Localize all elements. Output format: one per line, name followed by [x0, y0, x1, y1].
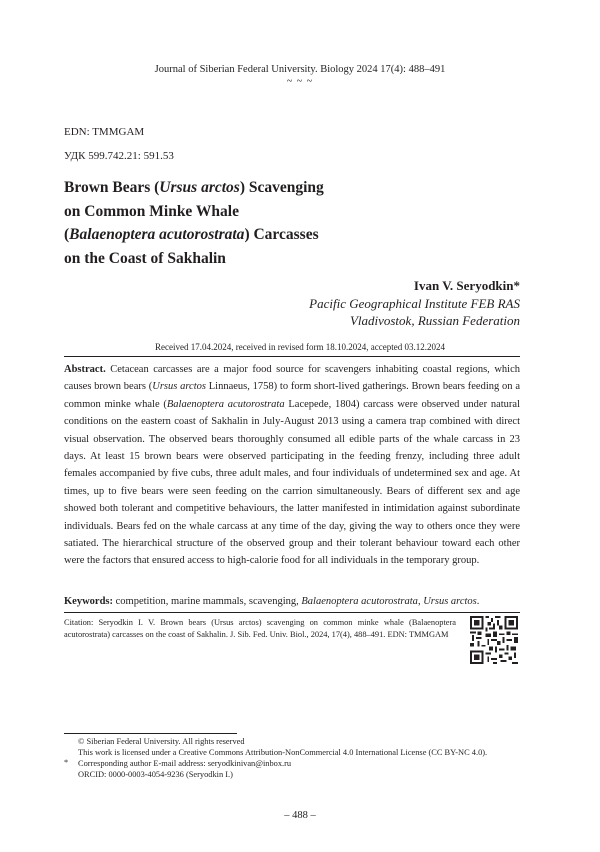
header-ornament: ~ ~ ~ [286, 76, 314, 87]
abstract-label: Abstract. [64, 364, 106, 375]
title-line-4: on the Coast of Sakhalin [64, 249, 226, 267]
author-name: Ivan V. Seryodkin* [413, 278, 520, 293]
orcid-note: ORCID: 0000-0003-4054-9236 (Seryodkin I.) [78, 770, 233, 779]
divider [64, 612, 520, 613]
corresponding-email: Corresponding author E-mail address: seryodkinivan@inbox.ru [78, 759, 292, 768]
copyright-note: © Siberian Federal University. All rights reserved [78, 737, 245, 746]
author-affiliation: Pacific Geographical Institute FEB RAS [309, 296, 520, 311]
qr-code-icon[interactable] [470, 616, 518, 664]
udk-code: УДК 599.742.21: 591.53 [64, 150, 174, 162]
title-line-2: on Common Minke Whale [64, 202, 239, 220]
license-note: This work is licensed under a Creative Commons Attribution-NonCommercial 4.0 International License (CC BY-NC 4.0). [78, 748, 488, 757]
title-line-3: (Balaenoptera acutorostrata) Carcasses [64, 226, 319, 243]
footnote-marker: * [64, 758, 69, 767]
journal-header: Journal of Siberian Federal University. Biology 2024 17(4): 488–491 [154, 64, 446, 75]
title-line-1: Brown Bears (Ursus arctos) Scavenging [64, 179, 324, 196]
citation: Citation: Seryodkin I. V. Brown bears (Ursus arctos) scavenging on common minke whale (Balaenoptera acutorostrata) carcasses on the coast of Sakhalin. J. Sib. Fed. Univ. Biol., 2024, 17(4), 488–491. EDN: TMMGAM [64, 618, 456, 639]
edn-code: EDN: TMMGAM [64, 126, 145, 138]
page-number: – 488 – [284, 810, 316, 821]
keywords: Keywords: competition, marine mammals, scavenging, Balaenoptera acutorostrata, Ursus arctos. [64, 596, 480, 607]
abstract: Abstract. Cetacean carcasses are a major food source for scavengers inhabiting coastal regions, which causes brown bears (Ursus arctos Linnaeus, 1758) to form short-lived gatherings. Brown bears feeding on a common minke whale (Balaenoptera acutorostrata Lacepede, 1804) carcass were observed under natural conditions on the eastern coast of Sakhalin in July-August 2013 using a camera trap combined with direct visual observation. The observed bears thoroughly consumed all edible parts of the whale carcass in 23 days. At least 15 brown bears were observed participating in the feeding frenzy, including three adult females accompanied by five cubs, three adult males, and four individuals of undetermined sex and age. At times, up to five bears were seen feeding on the carrion simultaneously. Bears of different sex and age showed both tolerant and competitive behaviours, the latter manifested in intimidation against subordinate individuals. Bears fed on the whale carcass at any time of the day, giving the way to others once they were satiated. The hierarchical structure of the observed group and their tolerant behaviour toward each other were the factors that ensured access to high-calorie food for all individuals in the temporary group. [64, 364, 521, 567]
divider [64, 356, 520, 357]
author-location: Vladivostok, Russian Federation [349, 313, 520, 328]
keywords-label: Keywords: [64, 596, 113, 607]
article-title [64, 176, 364, 270]
received-dates: Received 17.04.2024, received in revised form 18.10.2024, accepted 03.12.2024 [155, 342, 445, 352]
footnote-divider [64, 733, 237, 734]
